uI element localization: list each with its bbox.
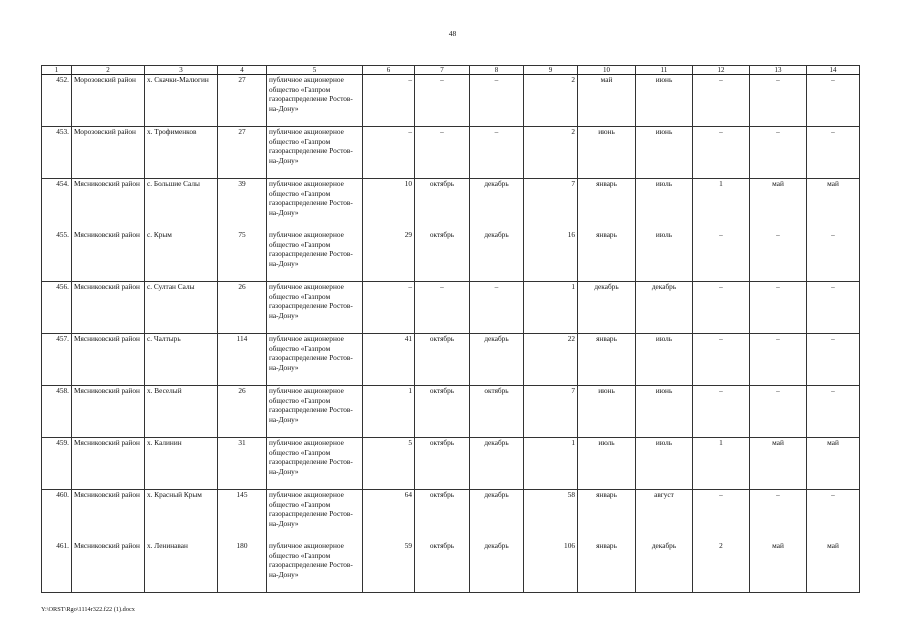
- table-cell-col-12: –: [693, 334, 750, 386]
- table-cell-col-4: 26: [218, 386, 267, 438]
- table-cell-col-14: –: [807, 386, 860, 438]
- table-cell-col-9: 22: [524, 334, 578, 386]
- table-cell-col-12: 1: [693, 179, 750, 231]
- table-cell-col-14: май: [807, 179, 860, 231]
- table-cell-col-13: –: [750, 282, 807, 334]
- table-cell-col-4: 27: [218, 127, 267, 179]
- table-cell-col-1: 458.: [42, 386, 72, 438]
- table-cell-col-7: –: [415, 127, 470, 179]
- table-cell-col-1: 453.: [42, 127, 72, 179]
- table-cell-col-11: декабрь: [636, 282, 693, 334]
- table-cell-col-9: 1: [524, 282, 578, 334]
- table-cell-col-8: октябрь: [470, 386, 524, 438]
- table-cell-col-11: июль: [636, 334, 693, 386]
- table-cell-col-4: 114: [218, 334, 267, 386]
- table-cell-col-6: 41: [363, 334, 415, 386]
- page-number: 48: [448, 29, 457, 38]
- header-row: [42, 66, 860, 75]
- table-cell-col-11: июль: [636, 230, 693, 282]
- table-cell-col-13: –: [750, 230, 807, 282]
- table-cell-col-1: 456.: [42, 282, 72, 334]
- table-row: [42, 282, 860, 334]
- table-cell-col-8: –: [470, 75, 524, 127]
- table-cell-col-7: –: [415, 75, 470, 127]
- table-cell-col-3: с. Чалтырь: [145, 334, 218, 386]
- table-cell-col-4: 75: [218, 230, 267, 282]
- table-cell-col-6: –: [363, 282, 415, 334]
- table-cell-col-7: –: [415, 282, 470, 334]
- table-cell-col-8: декабрь: [470, 541, 524, 593]
- table-cell-col-5: публичное акционерное общество «Газпром газораспределение Ростов-на-Дону»: [267, 386, 363, 438]
- table-cell-col-6: 5: [363, 438, 415, 490]
- table-cell-col-10: май: [578, 75, 636, 127]
- table-cell-col-1: 457.: [42, 334, 72, 386]
- table-row: [42, 386, 860, 438]
- table-cell-col-8: декабрь: [470, 179, 524, 231]
- table-cell-col-2: Мясниковский район: [72, 438, 145, 490]
- table-cell-col-10: июль: [578, 438, 636, 490]
- table-cell-col-3: х. Ленинаван: [145, 541, 218, 593]
- table-cell-col-11: июль: [636, 438, 693, 490]
- table-cell-col-12: –: [693, 230, 750, 282]
- table-cell-col-12: –: [693, 386, 750, 438]
- table-cell-col-5: публичное акционерное общество «Газпром газораспределение Ростов-на-Дону»: [267, 127, 363, 179]
- table-row: [42, 230, 860, 282]
- table-cell-col-14: –: [807, 230, 860, 282]
- header-cell: 1: [42, 66, 72, 75]
- table-cell-col-3: х. Красный Крым: [145, 490, 218, 542]
- table-cell-col-9: 2: [524, 127, 578, 179]
- table-cell-col-10: январь: [578, 541, 636, 593]
- table-cell-col-2: Мясниковский район: [72, 230, 145, 282]
- table-cell-col-5: публичное акционерное общество «Газпром газораспределение Ростов-на-Дону»: [267, 490, 363, 542]
- table-cell-col-6: 1: [363, 386, 415, 438]
- table-cell-col-8: –: [470, 282, 524, 334]
- header-cell: 5: [267, 66, 363, 75]
- table-cell-col-14: –: [807, 127, 860, 179]
- table-cell-col-9: 7: [524, 386, 578, 438]
- table-cell-col-1: 455.: [42, 230, 72, 282]
- table-cell-col-1: 452.: [42, 75, 72, 127]
- table-cell-col-13: май: [750, 179, 807, 231]
- table-cell-col-2: Мясниковский район: [72, 541, 145, 593]
- table-row: [42, 179, 860, 231]
- table-cell-col-13: –: [750, 334, 807, 386]
- table-cell-col-4: 180: [218, 541, 267, 593]
- table-cell-col-6: 29: [363, 230, 415, 282]
- header-cell: 7: [415, 66, 470, 75]
- header-cell: 10: [578, 66, 636, 75]
- table-cell-col-4: 31: [218, 438, 267, 490]
- table-cell-col-12: –: [693, 490, 750, 542]
- table-cell-col-3: с. Крым: [145, 230, 218, 282]
- table-cell-col-14: май: [807, 438, 860, 490]
- table-cell-col-2: Морозовский район: [72, 127, 145, 179]
- table-cell-col-13: –: [750, 386, 807, 438]
- table-cell-col-11: июнь: [636, 386, 693, 438]
- table-cell-col-2: Мясниковский район: [72, 386, 145, 438]
- table-cell-col-7: октябрь: [415, 334, 470, 386]
- table-cell-col-1: 459.: [42, 438, 72, 490]
- table-cell-col-11: декабрь: [636, 541, 693, 593]
- table-cell-col-5: публичное акционерное общество «Газпром газораспределение Ростов-на-Дону»: [267, 334, 363, 386]
- table-cell-col-6: 64: [363, 490, 415, 542]
- table-cell-col-4: 27: [218, 75, 267, 127]
- table-row: [42, 490, 860, 542]
- table-cell-col-2: Мясниковский район: [72, 179, 145, 231]
- data-table: [41, 65, 860, 593]
- header-cell: 9: [524, 66, 578, 75]
- header-cell: 4: [218, 66, 267, 75]
- table-cell-col-2: Морозовский район: [72, 75, 145, 127]
- table-cell-col-7: октябрь: [415, 230, 470, 282]
- table-cell-col-3: х. Калинин: [145, 438, 218, 490]
- table-cell-col-13: май: [750, 438, 807, 490]
- table-cell-col-11: июнь: [636, 75, 693, 127]
- table-cell-col-9: 16: [524, 230, 578, 282]
- table-cell-col-13: –: [750, 75, 807, 127]
- table-cell-col-4: 39: [218, 179, 267, 231]
- table-cell-col-10: январь: [578, 334, 636, 386]
- table-cell-col-12: 1: [693, 438, 750, 490]
- table-cell-col-5: публичное акционерное общество «Газпром газораспределение Ростов-на-Дону»: [267, 230, 363, 282]
- table-row: [42, 75, 860, 127]
- table-cell-col-8: декабрь: [470, 230, 524, 282]
- table-cell-col-3: х. Скачки-Малюгин: [145, 75, 218, 127]
- header-cell: 14: [807, 66, 860, 75]
- table-cell-col-6: 10: [363, 179, 415, 231]
- table-cell-col-5: публичное акционерное общество «Газпром газораспределение Ростов-на-Дону»: [267, 179, 363, 231]
- table-cell-col-12: –: [693, 127, 750, 179]
- table-cell-col-5: публичное акционерное общество «Газпром газораспределение Ростов-на-Дону»: [267, 438, 363, 490]
- table-cell-col-2: Мясниковский район: [72, 334, 145, 386]
- table-cell-col-1: 460.: [42, 490, 72, 542]
- table-cell-col-4: 26: [218, 282, 267, 334]
- table-cell-col-8: декабрь: [470, 334, 524, 386]
- table-row: [42, 541, 860, 593]
- table-cell-col-8: –: [470, 127, 524, 179]
- table-cell-col-13: май: [750, 541, 807, 593]
- table-cell-col-9: 1: [524, 438, 578, 490]
- header-cell: 12: [693, 66, 750, 75]
- table-cell-col-3: с. Большие Салы: [145, 179, 218, 231]
- table-cell-col-3: х. Веселый: [145, 386, 218, 438]
- table-cell-col-8: декабрь: [470, 438, 524, 490]
- table-cell-col-6: –: [363, 127, 415, 179]
- table-cell-col-5: публичное акционерное общество «Газпром газораспределение Ростов-на-Дону»: [267, 282, 363, 334]
- table-cell-col-12: 2: [693, 541, 750, 593]
- table-cell-col-7: октябрь: [415, 490, 470, 542]
- table-cell-col-3: х. Трофименков: [145, 127, 218, 179]
- table-cell-col-9: 58: [524, 490, 578, 542]
- table-cell-col-11: июль: [636, 179, 693, 231]
- header-cell: 6: [363, 66, 415, 75]
- table-cell-col-10: июнь: [578, 386, 636, 438]
- table-cell-col-14: –: [807, 75, 860, 127]
- header-cell: 13: [750, 66, 807, 75]
- table-cell-col-9: 2: [524, 75, 578, 127]
- header-cell: 3: [145, 66, 218, 75]
- table-row: [42, 127, 860, 179]
- table-cell-col-10: январь: [578, 179, 636, 231]
- table-cell-col-14: –: [807, 282, 860, 334]
- table-cell-col-6: 59: [363, 541, 415, 593]
- table-cell-col-8: декабрь: [470, 490, 524, 542]
- footer-file-path: Y:\ORST\Rgo\1114r322.f22 (1).docx: [41, 606, 135, 613]
- table-cell-col-6: –: [363, 75, 415, 127]
- table-cell-col-4: 145: [218, 490, 267, 542]
- table-cell-col-10: июнь: [578, 127, 636, 179]
- table-cell-col-1: 454.: [42, 179, 72, 231]
- header-cell: 8: [470, 66, 524, 75]
- table-cell-col-7: октябрь: [415, 386, 470, 438]
- table-cell-col-10: декабрь: [578, 282, 636, 334]
- table-cell-col-13: –: [750, 490, 807, 542]
- table-cell-col-9: 106: [524, 541, 578, 593]
- table-cell-col-14: –: [807, 334, 860, 386]
- table-cell-col-13: –: [750, 127, 807, 179]
- table-row: [42, 334, 860, 386]
- table-cell-col-5: публичное акционерное общество «Газпром газораспределение Ростов-на-Дону»: [267, 75, 363, 127]
- table-cell-col-12: –: [693, 282, 750, 334]
- table-cell-col-1: 461.: [42, 541, 72, 593]
- table-cell-col-9: 7: [524, 179, 578, 231]
- table-cell-col-14: май: [807, 541, 860, 593]
- table-cell-col-10: январь: [578, 490, 636, 542]
- table-cell-col-14: –: [807, 490, 860, 542]
- table-cell-col-11: август: [636, 490, 693, 542]
- header-cell: 11: [636, 66, 693, 75]
- table-cell-col-3: с. Султан Салы: [145, 282, 218, 334]
- table-cell-col-7: октябрь: [415, 541, 470, 593]
- table-cell-col-7: октябрь: [415, 179, 470, 231]
- table-cell-col-7: октябрь: [415, 438, 470, 490]
- header-cell: 2: [72, 66, 145, 75]
- table-cell-col-10: январь: [578, 230, 636, 282]
- table-cell-col-2: Мясниковский район: [72, 490, 145, 542]
- table-cell-col-12: –: [693, 75, 750, 127]
- table-cell-col-2: Мясниковский район: [72, 282, 145, 334]
- table-cell-col-5: публичное акционерное общество «Газпром газораспределение Ростов-на-Дону»: [267, 541, 363, 593]
- table-row: [42, 438, 860, 490]
- table-cell-col-11: июнь: [636, 127, 693, 179]
